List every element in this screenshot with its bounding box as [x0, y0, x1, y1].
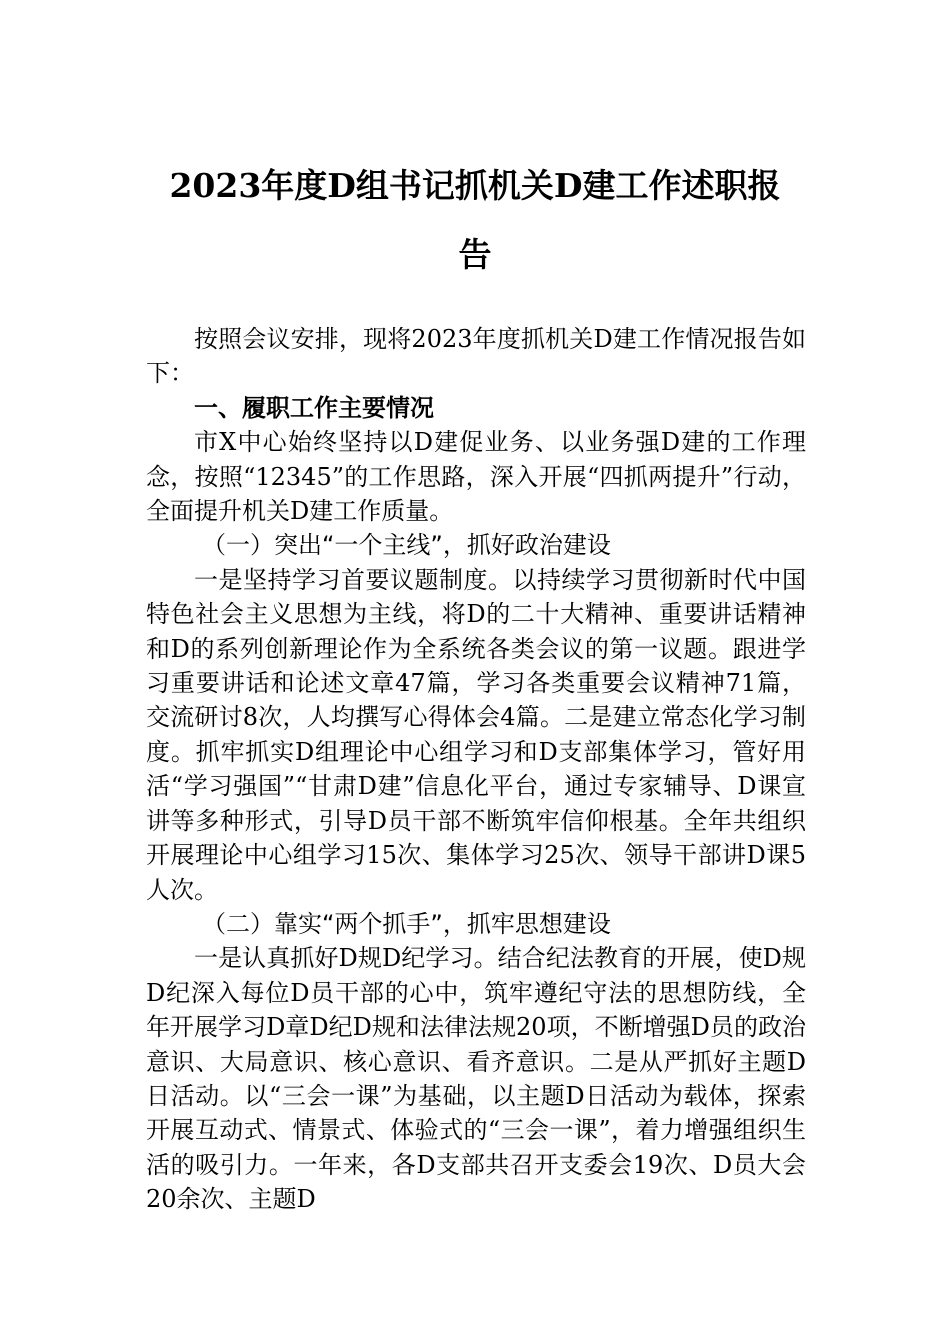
document-title-line-1: 2023年度D组书记抓机关D建工作述职报 — [169, 166, 781, 205]
body-paragraph: 一是坚持学习首要议题制度。以持续学习贯彻新时代中国特色社会主义思想为主线，将D的二十大精神、重要讲话精神和D的系列创新理论作为全系统各类会议的第一议题。跟进学习重要讲话和论述文章47篇，学习各类重要会议精神71篇，交流研讨8次，人均撰写心得体会4篇。二是建立常态化学习制度。抓牢抓实D组理论中心组学习和D支部集体学习，管好用活“学习强国”“甘肃D建”信息化平台，通过专家辅导、D课宣讲等多种形式，引导D员干部不断筑牢信仰根基。全年共组织开展理论中心组学习15次、集体学习25次、领导干部讲D课5人次。 — [146, 565, 806, 904]
document-body — [146, 322, 806, 1217]
document-title-line-2: 告 — [458, 235, 492, 274]
body-paragraph: 市X中心始终坚持以D建促业务、以业务强D建的工作理念，按照“12345”的工作思路，深入开展“四抓两提升”行动，全面提升机关D建工作质量。 — [146, 428, 806, 526]
subsection-heading: （一）突出“一个主线”，抓好政治建设 — [202, 531, 611, 560]
subsection-heading: （二）靠实“两个抓手”，抓牢思想建设 — [202, 909, 611, 938]
intro-paragraph: 按照会议安排，现将2023年度抓机关D建工作情况报告如下： — [146, 325, 806, 388]
section-heading: 一、履职工作主要情况 — [194, 393, 434, 422]
body-paragraph: 一是认真抓好D规D纪学习。结合纪法教育的开展，使D规D纪深入每位D员干部的心中，筑牢遵纪守法的思想防线，全年开展学习D章D纪D规和法律法规20项，不断增强D员的政治意识、大局意识、核心意识、看齐意识。二是从严抓好主题D日活动。以“三会一课”为基础，以主题D日活动为载体，探索开展互动式、情景式、体验式的“三会一课”，着力增强组织生活的吸引力。一年来，各D支部共召开支委会19次、D员大会20余次、主题D — [146, 944, 806, 1214]
